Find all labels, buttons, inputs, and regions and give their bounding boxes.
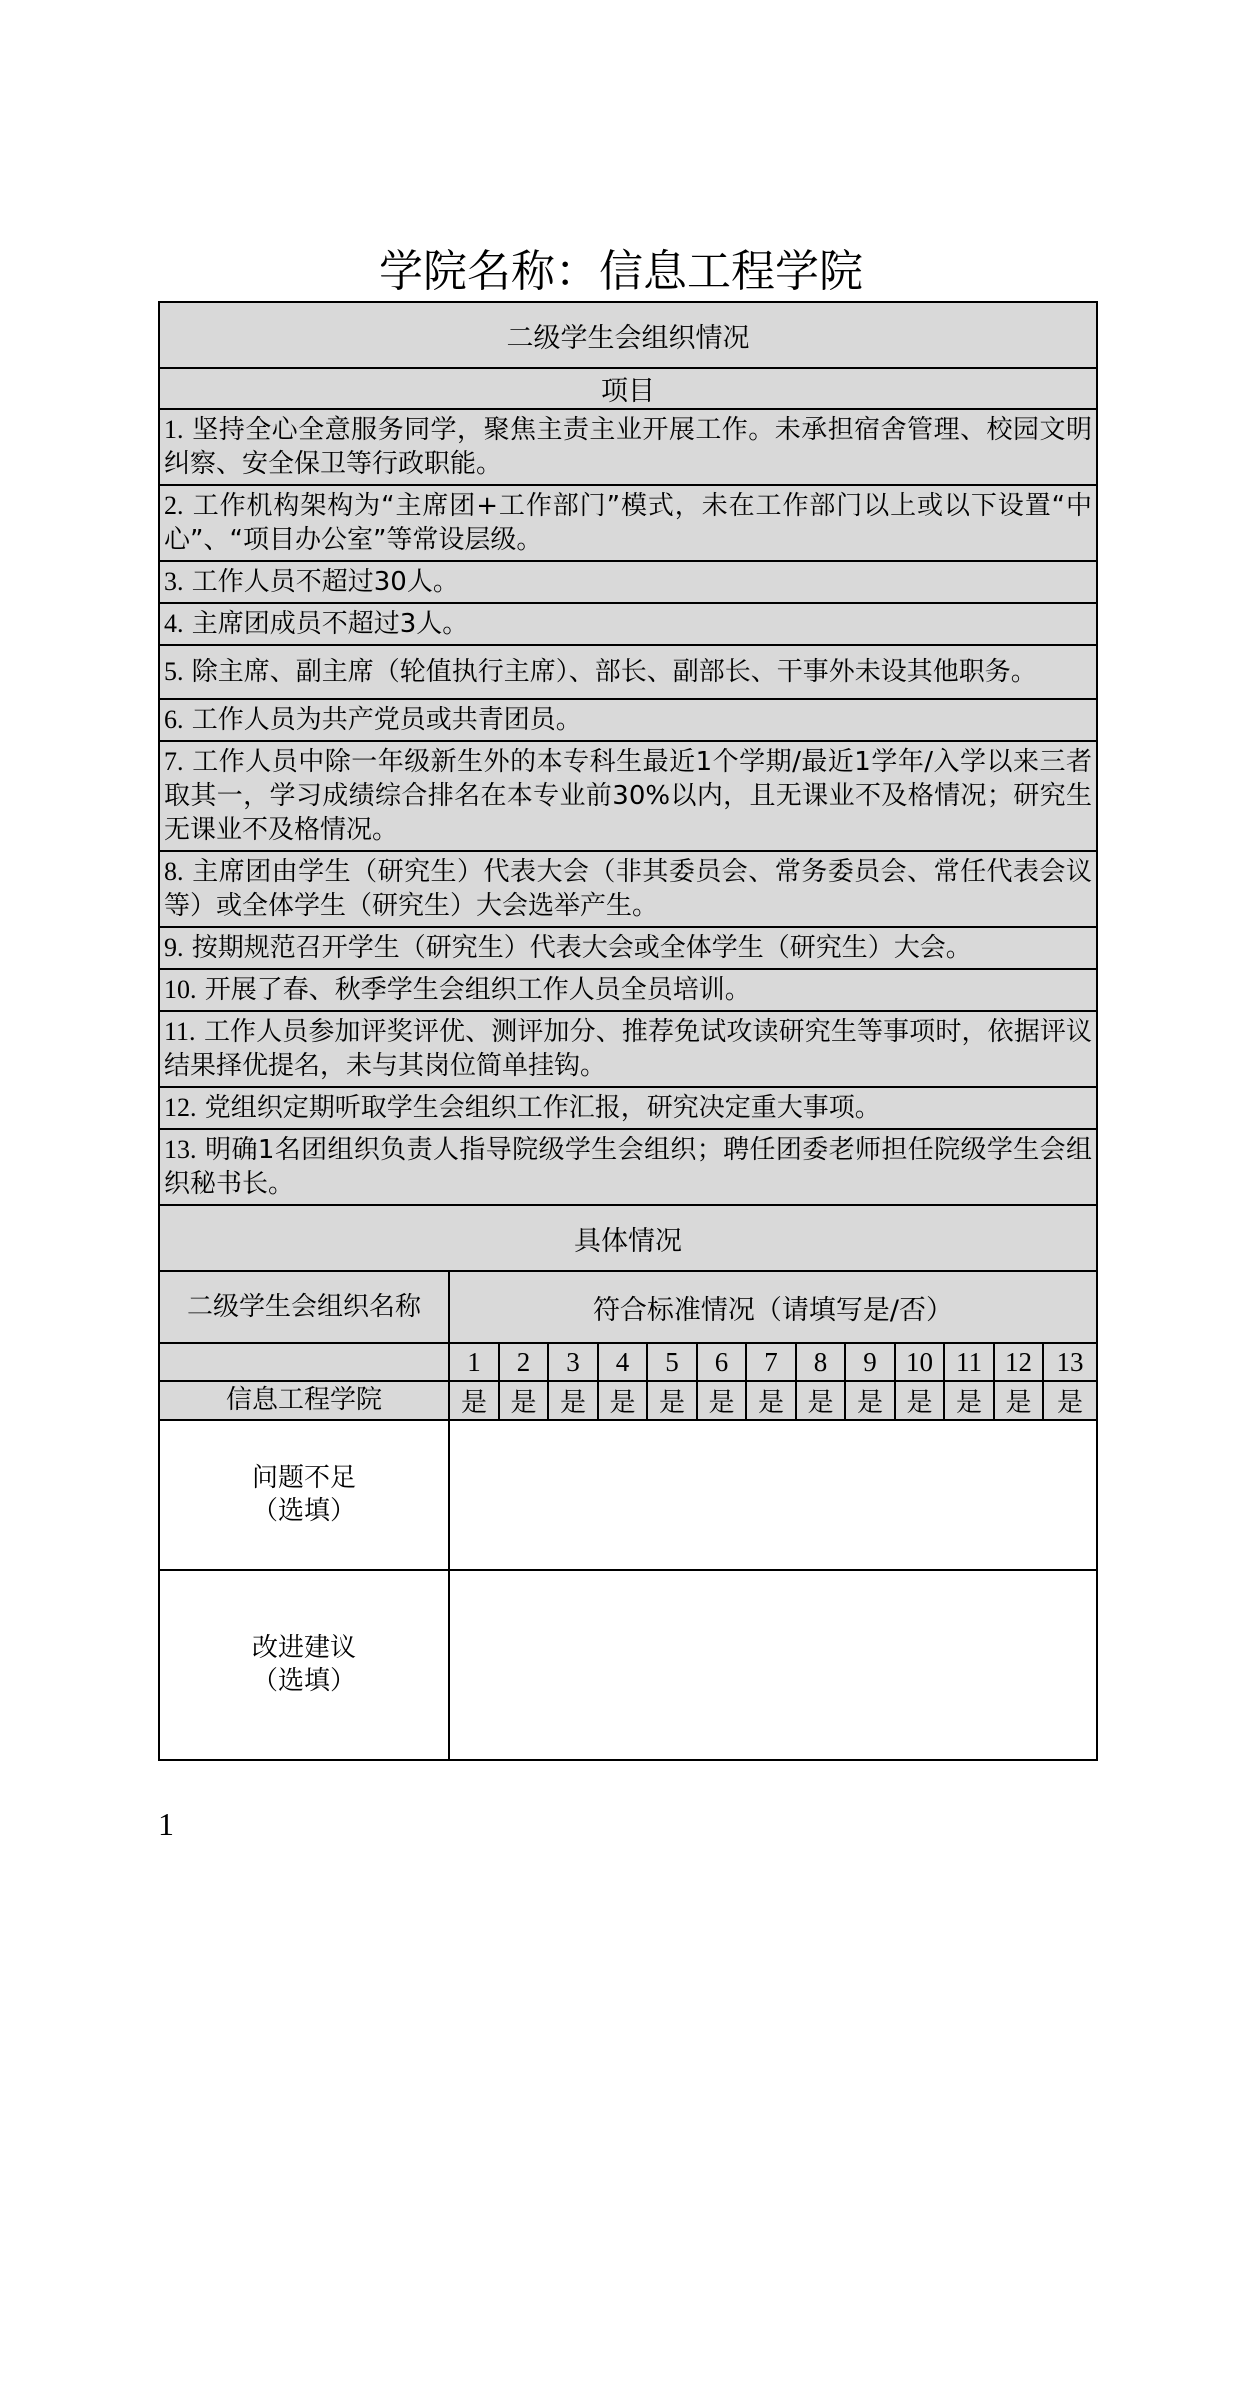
item-row-13 [159,1129,1097,1205]
org-name-cell: 信息工程学院 [159,1381,449,1420]
column-number-4: 4 [598,1343,647,1381]
blank-header-cell [159,1343,449,1381]
column-number-12: 12 [994,1343,1043,1381]
item-text: 工作人员为共产党员或共青团员。 [191,705,582,735]
item-number: 3. [164,567,184,596]
column-number-11: 11 [944,1343,994,1381]
item-number: 9. [164,933,184,962]
item-row-2 [159,485,1097,561]
column-number-13: 13 [1043,1343,1097,1381]
problems-field[interactable] [449,1420,1097,1570]
problems-label: 问题不足 [251,1463,356,1493]
items-header: 项目 [159,368,1097,409]
table-body [159,302,1097,1760]
item-text: 按期规范召开学生（研究生）代表大会或全体学生（研究生）大会。 [191,933,972,963]
column-number-7: 7 [746,1343,796,1381]
org-check-table [158,301,1098,1761]
section-header: 二级学生会组织情况 [159,302,1097,368]
compliance-header: 符合标准情况（请填写是/否） [449,1271,1097,1343]
item-number: 12. [164,1093,197,1122]
item-row-5 [159,645,1097,699]
item-text: 工作人员参加评奖评优、测评加分、推荐免试攻读研究生等事项时，依据评议结果择优提名，未与其岗位简单挂钩。 [164,1017,1092,1081]
item-text: 主席团成员不超过3人。 [191,609,469,639]
column-number-5: 5 [647,1343,697,1381]
item-text: 除主席、副主席（轮值执行主席）、部长、副部长、干事外未设其他职务。 [191,657,1037,687]
compliance-value-1[interactable]: 是 [449,1381,499,1420]
column-number-8: 8 [796,1343,845,1381]
compliance-value-8[interactable]: 是 [796,1381,845,1420]
item-row-12 [159,1087,1097,1129]
column-number-6: 6 [697,1343,746,1381]
item-number: 4. [164,609,184,638]
column-number-2: 2 [499,1343,548,1381]
item-number: 13. [164,1135,197,1164]
compliance-value-3[interactable]: 是 [548,1381,598,1420]
column-number-10: 10 [895,1343,944,1381]
problems-sub: （选填） [251,1496,356,1526]
suggestions-label: 改进建议 [251,1633,356,1663]
column-number-9: 9 [845,1343,895,1381]
item-number: 11. [164,1017,196,1046]
item-text: 党组织定期听取学生会组织工作汇报，研究决定重大事项。 [204,1093,881,1123]
item-text: 开展了春、秋季学生会组织工作人员全员培训。 [204,975,751,1005]
item-row-8 [159,851,1097,927]
details-header: 具体情况 [159,1205,1097,1271]
compliance-value-11[interactable]: 是 [944,1381,994,1420]
item-text: 明确1名团组织负责人指导院级学生会组织；聘任团委老师担任院级学生会组织秘书长。 [164,1135,1092,1199]
item-row-9 [159,927,1097,969]
item-text: 主席团由学生（研究生）代表大会（非其委员会、常务委员会、常任代表会议等）或全体学生（研究生）大会选举产生。 [164,857,1092,921]
item-row-11 [159,1011,1097,1087]
item-text: 坚持全心全意服务同学，聚焦主责主业开展工作。未承担宿舍管理、校园文明纠察、安全保卫等行政职能。 [164,415,1092,479]
item-row-4 [159,603,1097,645]
problems-label-cell [159,1420,449,1570]
item-number: 7. [164,747,184,776]
compliance-value-4[interactable]: 是 [598,1381,647,1420]
column-number-1: 1 [449,1343,499,1381]
org-name-header: 二级学生会组织名称 [159,1271,449,1343]
item-row-7 [159,741,1097,851]
item-row-3 [159,561,1097,603]
suggestions-field[interactable] [449,1570,1097,1760]
suggestions-label-cell [159,1570,449,1760]
compliance-value-7[interactable]: 是 [746,1381,796,1420]
compliance-value-10[interactable]: 是 [895,1381,944,1420]
item-number: 10. [164,975,197,1004]
compliance-value-12[interactable]: 是 [994,1381,1043,1420]
item-text: 工作人员不超过30人。 [191,567,459,597]
item-number: 1. [164,415,184,444]
compliance-value-6[interactable]: 是 [697,1381,746,1420]
page-title: 学院名称：信息工程学院 [379,246,863,297]
item-number: 6. [164,705,184,734]
column-number-3: 3 [548,1343,598,1381]
item-text: 工作机构架构为“主席团+工作部门”模式，未在工作部门以上或以下设置“中心”、“项目办公室”等常设层级。 [164,491,1092,555]
item-number: 8. [164,857,184,886]
item-row-1 [159,409,1097,485]
compliance-value-9[interactable]: 是 [845,1381,895,1420]
item-row-6 [159,699,1097,741]
compliance-value-2[interactable]: 是 [499,1381,548,1420]
item-row-10 [159,969,1097,1011]
suggestions-sub: （选填） [251,1666,356,1696]
item-text: 工作人员中除一年级新生外的本专科生最近1个学期/最近1学年/入学以来三者取其一，学习成绩综合排名在本专业前30%以内，且无课业不及格情况；研究生无课业不及格情况。 [164,747,1093,845]
item-number: 5. [164,657,184,686]
compliance-value-13[interactable]: 是 [1043,1381,1097,1420]
compliance-value-5[interactable]: 是 [647,1381,697,1420]
page-number: 1 [158,1806,174,1842]
item-number: 2. [164,491,184,520]
